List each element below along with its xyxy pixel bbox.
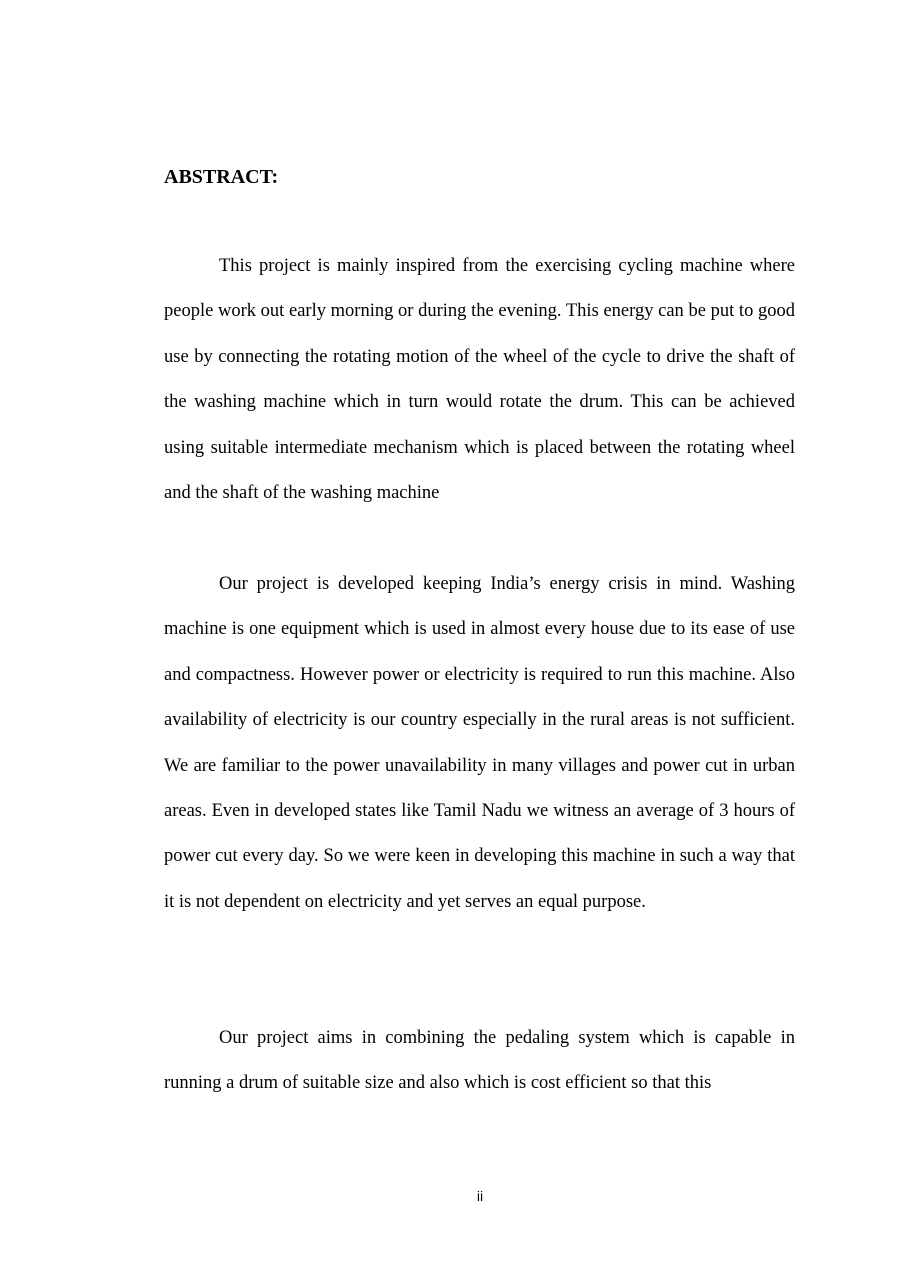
page-title (164, 164, 278, 190)
paragraph-2: Our project is developed keeping India’s energy crisis in mind. Washing machine is one equipment which is used in almost every house due to its ease of use and compactness. However power or electricity is required to run this machine. Also availability of electricity is our country especially in the rural areas is not sufficient. We are familiar to the power unavailability in many villages and power cut in urban areas. Even in developed states like Tamil Nadu we witness an average of 3 hours of power cut every day. So we were keen in developing this machine in such a way that it is not dependent on electricity and yet serves an equal purpose. (164, 574, 795, 912)
paragraph-3: Our project aims in combining the pedaling system which is capable in running a drum of suitable size and also which is cost efficient so that this (164, 1028, 795, 1094)
heading-colon: : (271, 166, 279, 188)
page-number: ii (476, 1188, 484, 1204)
heading-text: ABSTRACT (164, 166, 272, 188)
paragraph-1: This project is mainly inspired from the exercising cycling machine where people work out early morning or during the evening. This energy can be put to good use by connecting the rotating motion of the wheel of the cycle to drive the shaft of the washing machine which in turn would rotate the drum. This can be achieved using suitable intermediate mechanism which is placed between the rotating wheel and the shaft of the washing machine (164, 256, 795, 504)
